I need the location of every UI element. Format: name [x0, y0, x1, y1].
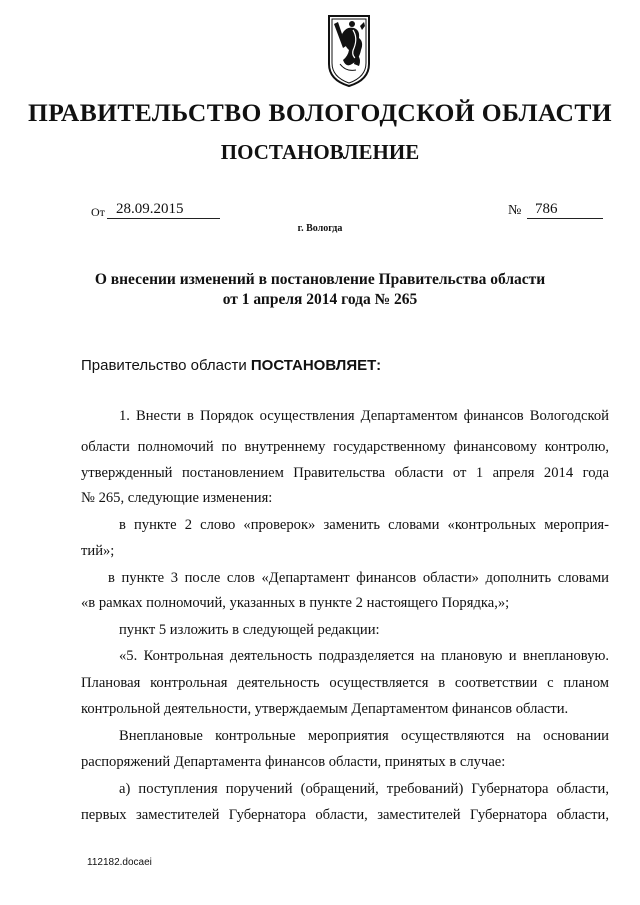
resolves-subject: Правительство области	[81, 357, 251, 374]
body-line: утвержденный постановлением Правительства области от 1 апреля 2014 года	[81, 465, 609, 481]
body-line: «5. Контрольная деятельность подразделяется на плановую и внеплановую.	[119, 648, 609, 664]
body-line: № 265, следующие изменения:	[81, 490, 273, 506]
body-line: а) поступления поручений (обращений, требований) Губернатора области,	[119, 781, 609, 797]
body-line: тий»;	[81, 543, 115, 559]
body-line: Плановая контрольная деятельность осуществляется в соответствии с планом	[81, 675, 609, 691]
body-line: 1. Внести в Порядок осуществления Департаментом финансов Вологодской	[119, 408, 609, 424]
date-prefix: От	[91, 205, 105, 219]
document-number: 786	[527, 200, 603, 219]
body-line: первых заместителей Губернатора области, заместителей Губернатора области,	[81, 807, 609, 823]
title-line: О внесении изменений в постановление Правительства области	[94, 271, 546, 288]
title-line: от 1 апреля 2014 года № 265	[222, 291, 418, 308]
document-date: 28.09.2015	[107, 200, 220, 219]
body-line: распоряжений Департамента финансов области, принятых в случае:	[81, 754, 506, 770]
coat-of-arms-emblem	[326, 14, 372, 88]
file-code: 112182.docaei	[87, 857, 152, 868]
body-line: «в рамках полномочий, указанных в пункте 2 настоящего Порядка,»;	[81, 595, 510, 611]
city: г. Вологда	[297, 223, 343, 234]
document-title	[80, 270, 560, 310]
organization-name: ПРАВИТЕЛЬСТВО ВОЛОГОДСКОЙ ОБЛАСТИ	[27, 98, 613, 127]
body-line: Внеплановые контрольные мероприятия осуществляются на основании	[119, 728, 609, 744]
body-line: в пункте 2 слово «проверок» заменить словами «контрольных мероприя-	[119, 517, 609, 533]
body-line: области полномочий по внутреннему государственному финансовому контролю,	[81, 439, 609, 455]
number-prefix: №	[508, 203, 522, 218]
resolves-verb: ПОСТАНОВЛЯЕТ:	[250, 357, 382, 374]
body-line: в пункте 3 после слов «Департамент финансов области» дополнить словами	[108, 570, 609, 586]
resolves-statement	[81, 357, 381, 374]
body-line: пункт 5 изложить в следующей редакции:	[119, 622, 380, 638]
document-type: ПОСТАНОВЛЕНИЕ	[220, 140, 420, 164]
body-line: контрольной деятельности, утверждаемым Департаментом финансов области.	[81, 701, 569, 717]
